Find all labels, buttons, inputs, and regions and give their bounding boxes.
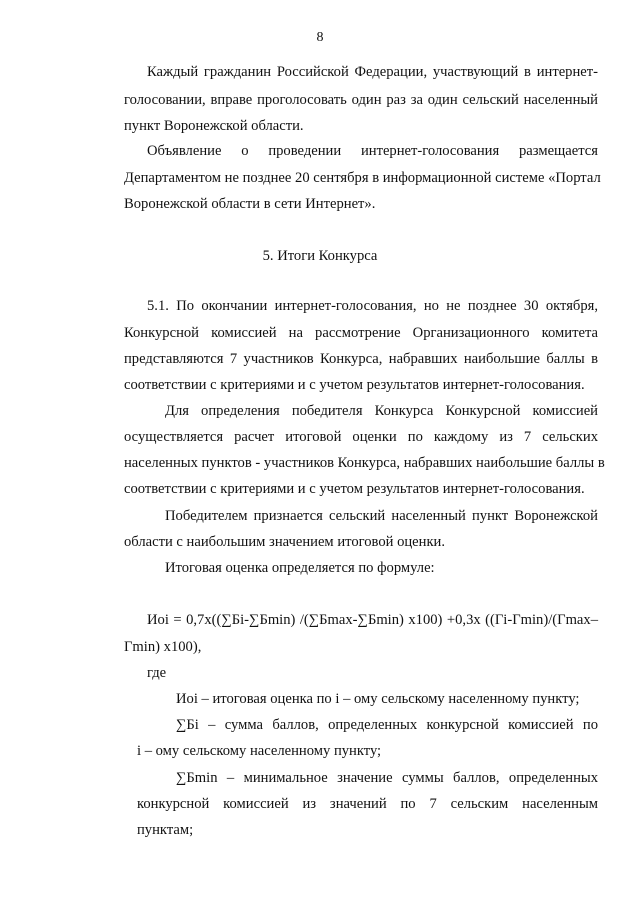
paragraph-4-line-2: осуществляется расчет итоговой оценки по каждому из 7 сельских — [124, 429, 598, 445]
paragraph-3-line-3: представляются 7 участников Конкурса, набравших наибольшие баллы в — [124, 351, 598, 367]
paragraph-4-line-4: соответствии с критериями и с учетом результатов интернет-голосования. — [124, 481, 585, 497]
paragraph-6: Итоговая оценка определяется по формуле: — [165, 560, 435, 576]
paragraph-4-line-1: Для определения победителя Конкурса Конкурсной комиссией — [165, 403, 598, 419]
paragraph-4-line-3: населенных пунктов - участников Конкурса, набравших наибольшие баллы в — [124, 455, 605, 471]
paragraph-1-line-3: пункт Воронежской области. — [124, 118, 304, 134]
paragraph-2-line-3: Воронежской области в сети Интернет». — [124, 196, 376, 212]
definition-3-line-3: пунктам; — [137, 822, 194, 838]
section-heading: 5. Итоги Конкурса — [262, 248, 378, 264]
paragraph-3-line-1: 5.1. По окончании интернет-голосования, но не позднее 30 октября, — [147, 298, 598, 314]
paragraph-2-line-2: Департаментом не позднее 20 сентября в информационной системе «Портал — [124, 170, 601, 186]
paragraph-5-line-2: области с наибольшим значением итоговой оценки. — [124, 534, 446, 550]
formula-line-1: Иoi = 0,7x((∑Бi-∑Бmin) /(∑Бmax-∑Бmin) x100) +0,3x ((Гi-Гmin)/(Гmax– — [147, 612, 598, 628]
definition-3-line-2: конкурсной комиссией из значений по 7 сельским населенным — [137, 796, 598, 812]
where-label: где — [147, 665, 167, 681]
paragraph-5-line-1: Победителем признается сельский населенный пункт Воронежской — [165, 508, 598, 524]
paragraph-1-line-1: Каждый гражданин Российской Федерации, участвующий в интернет- — [147, 64, 598, 80]
page-number: 8 — [316, 30, 324, 45]
paragraph-3-line-2: Конкурсной комиссией на рассмотрение Организационного комитета — [124, 325, 598, 341]
paragraph-1-line-2: голосовании, вправе проголосовать один раз за один сельский населенный — [124, 92, 598, 108]
definition-2-line-1: ∑Бi – сумма баллов, определенных конкурсной комиссией по — [176, 717, 598, 733]
paragraph-3-line-4: соответствии с критериями и с учетом результатов интернет-голосования. — [124, 377, 585, 393]
definition-1-line-1: Иoi – итоговая оценка по i – ому сельскому населенному пункту; — [176, 691, 580, 707]
definition-3-line-1: ∑Бmin – минимальное значение суммы баллов, определенных — [176, 770, 598, 786]
paragraph-2-line-1: Объявление о проведении интернет-голосования размещается — [147, 143, 598, 159]
formula-line-2: Гmin) x100), — [124, 639, 202, 655]
definition-2-line-2: i – ому сельскому населенному пункту; — [137, 743, 382, 759]
